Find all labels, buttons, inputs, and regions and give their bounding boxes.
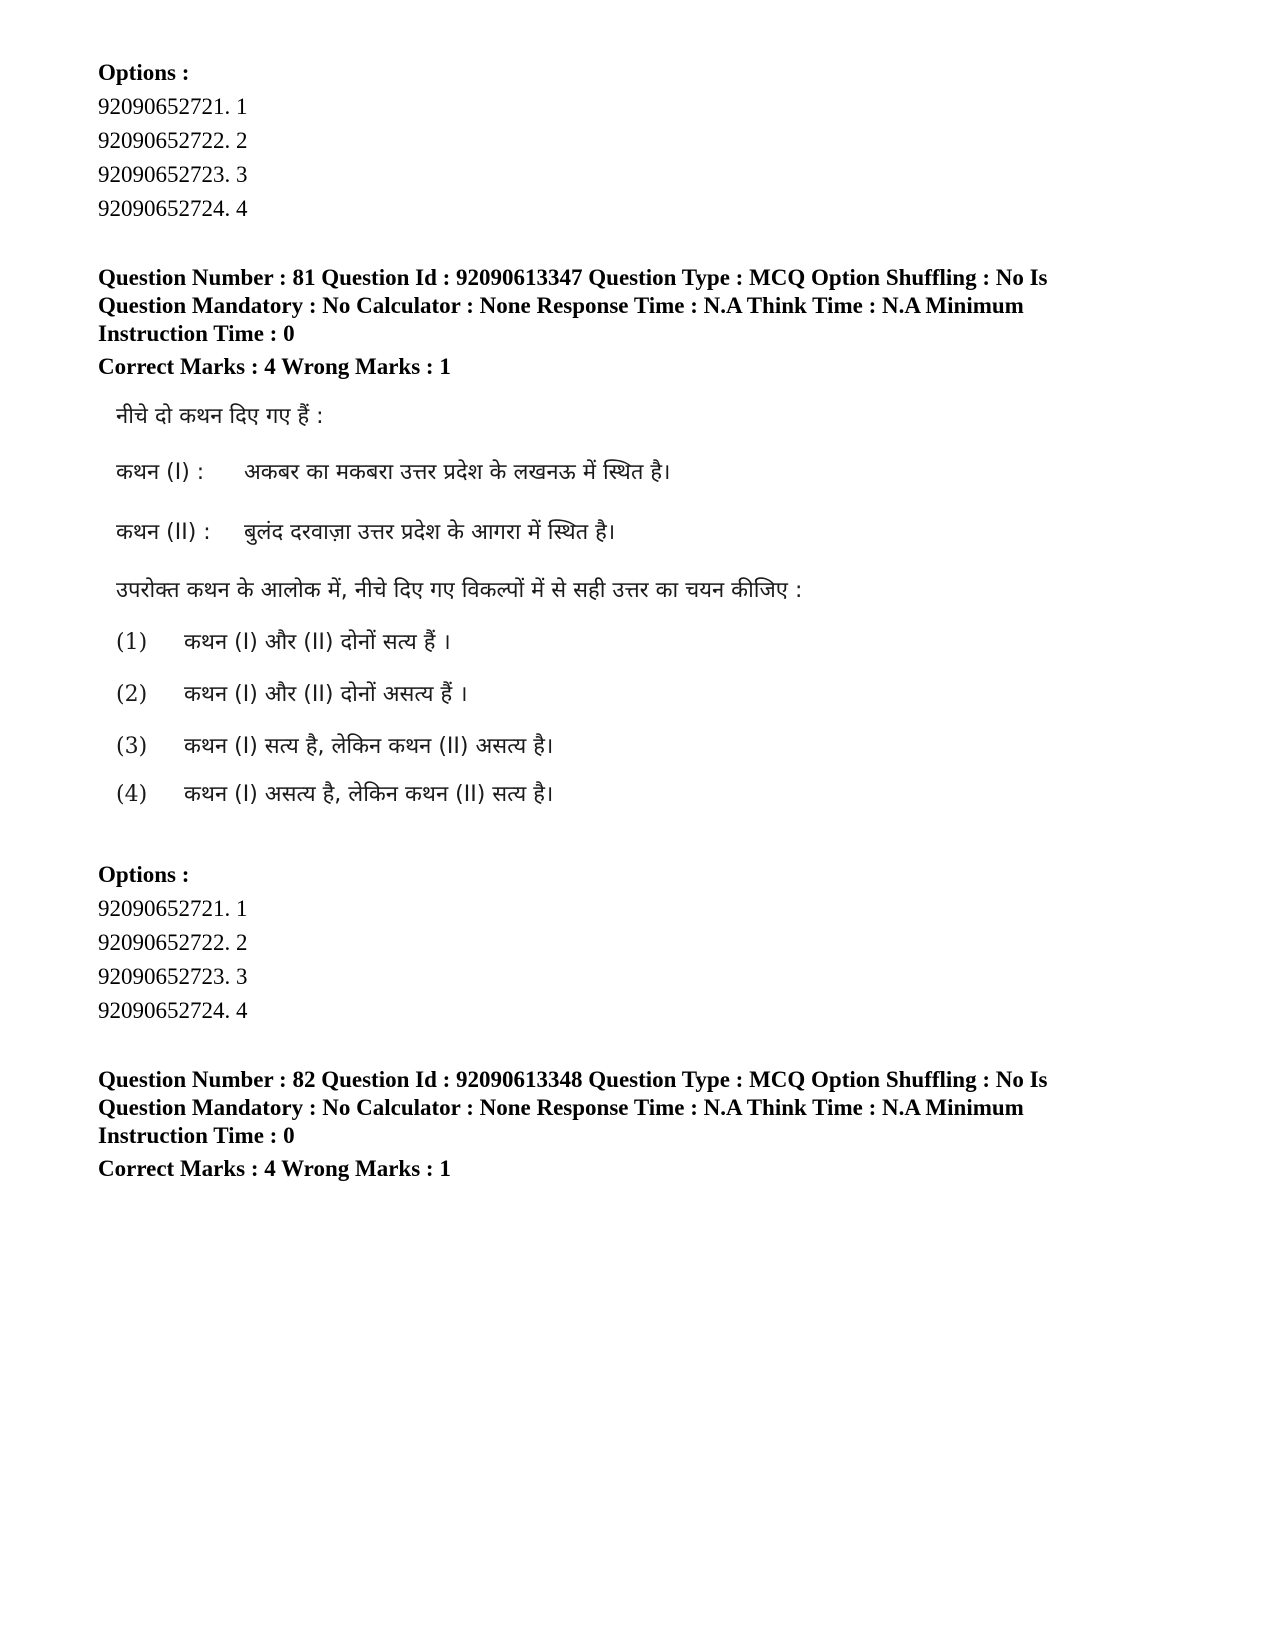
- option-item: 92090652724. 4: [98, 998, 248, 1023]
- option-item: 92090652724. 4: [98, 196, 248, 221]
- question-marks: Correct Marks : 4 Wrong Marks : 1: [98, 354, 451, 379]
- choice-number: (1): [116, 630, 148, 655]
- option-item: 92090652722. 2: [98, 930, 248, 955]
- question-81-options: [98, 858, 1178, 1028]
- question-header-line: Question Number : 82 Question Id : 92090613348 Question Type : MCQ Option Shuffling : No Is: [98, 1067, 1048, 1092]
- choice-number: (4): [116, 782, 148, 807]
- option-item: 92090652721. 1: [98, 896, 248, 921]
- choice-text: कथन (I) असत्य है, लेकिन कथन (II) सत्य है।: [184, 782, 554, 807]
- choice-4: [116, 778, 553, 808]
- option-item: 92090652723. 3: [98, 964, 248, 989]
- options-label: Options :: [98, 862, 190, 887]
- option-item: 92090652722. 2: [98, 128, 248, 153]
- previous-question-options: [98, 56, 1178, 226]
- statement-1: [116, 456, 670, 486]
- statement-1-text: अकबर का मकबरा उत्तर प्रदेश के लखनऊ में स्थित है।: [244, 460, 671, 485]
- statement-2-text: बुलंद दरवाज़ा उत्तर प्रदेश के आगरा में स्थित है।: [244, 520, 616, 545]
- question-81-header: [98, 264, 1178, 384]
- option-item: 92090652723. 3: [98, 162, 248, 187]
- choice-text: कथन (I) सत्य है, लेकिन कथन (II) असत्य है।: [184, 734, 554, 759]
- choice-number: (2): [116, 682, 148, 707]
- choice-1: [116, 626, 451, 656]
- question-instruction: उपरोक्त कथन के आलोक में, नीचे दिए गए विकल्पों में से सही उत्तर का चयन कीजिए :: [116, 578, 803, 603]
- question-header-line: Question Mandatory : No Calculator : None Response Time : N.A Think Time : N.A Minimum: [98, 1095, 1024, 1120]
- choice-number: (3): [116, 734, 148, 759]
- choice-text: कथन (I) और (II) दोनों असत्य हैं ।: [184, 682, 468, 707]
- choice-2: [116, 678, 468, 708]
- question-marks: Correct Marks : 4 Wrong Marks : 1: [98, 1156, 451, 1181]
- choice-text: कथन (I) और (II) दोनों सत्य हैं ।: [184, 630, 451, 655]
- question-intro: नीचे दो कथन दिए गए हैं :: [116, 404, 324, 429]
- statement-2: [116, 516, 615, 546]
- statement-2-label: कथन (II) :: [116, 520, 211, 545]
- question-header-line: Instruction Time : 0: [98, 321, 295, 346]
- statement-1-label: कथन (I) :: [116, 460, 205, 485]
- options-label: Options :: [98, 60, 190, 85]
- question-header-line: Question Number : 81 Question Id : 92090613347 Question Type : MCQ Option Shuffling : No Is: [98, 265, 1048, 290]
- choice-3: [116, 730, 553, 760]
- option-item: 92090652721. 1: [98, 94, 248, 119]
- question-header-line: Instruction Time : 0: [98, 1123, 295, 1148]
- question-header-line: Question Mandatory : No Calculator : None Response Time : N.A Think Time : N.A Minimum: [98, 293, 1024, 318]
- question-81-body: [98, 400, 898, 850]
- question-82-header: [98, 1066, 1178, 1186]
